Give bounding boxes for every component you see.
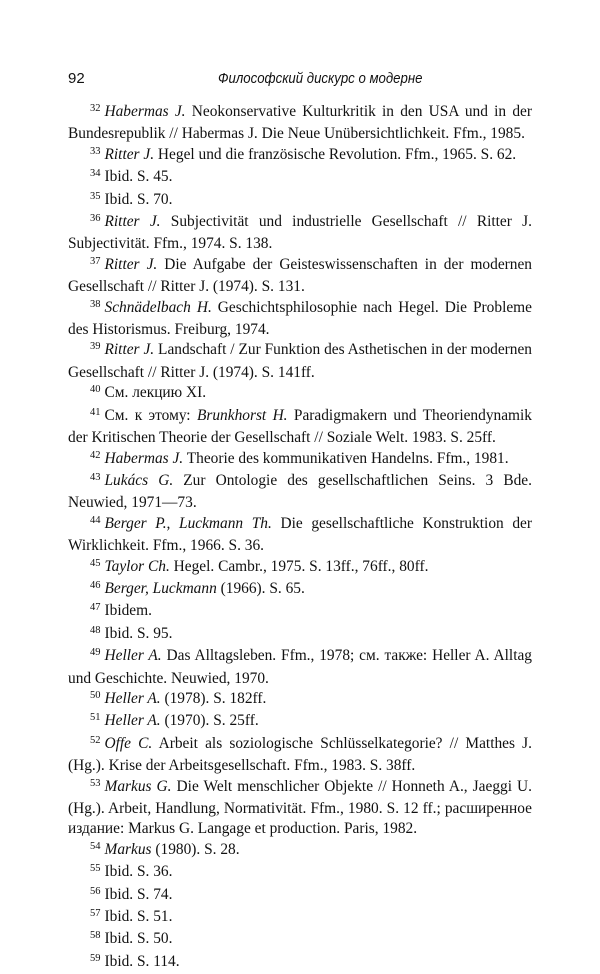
footnote-author: Heller A. [104,647,162,665]
footnote-number: 51 [90,712,101,724]
footnote [68,145,532,167]
footnote-number: 46 [90,579,101,591]
footnote [68,624,532,646]
footnote-text: Das Alltagsleben. Ffm., 1978; см. также: Heller A. Alltag und Geschichte. Neuwied, 1970. [68,647,533,687]
footnote-text: Arbeit als soziologische Schlüsselkategorie? // Matthes J. (Hg.). Krise der Arbeitsgesellschaft. Ffm., 1983. S. 38ff. [68,734,532,775]
footnote-text: Ibid. S. 114. [104,952,180,970]
footnote-number: 32 [90,103,101,114]
footnote-author: Ritter J. [104,213,161,231]
footnote-number: 45 [90,557,101,569]
footnote [68,514,532,557]
footnote [68,601,532,623]
footnote-text: Geschichtsphilosophie nach Hegel. Die Probleme des Historismus. Freiburg, 1974. [68,298,532,339]
footnote-text: Ibid. S. 74. [104,885,173,903]
footnote-number: 36 [90,213,101,225]
footnote-text: Zur Ontologie des gesellschaftlichen Seins. 3 Bde. Neuwied, 1971—73. [68,471,532,512]
footnote-text: Landschaft / Zur Funktion des Asthetischen in der modernen Gesellschaft // Ritter J. (1974). S. 141ff. [68,341,533,381]
footnote [68,840,532,862]
footnote-number: 49 [90,647,101,659]
footnote-number: 34 [90,168,101,180]
footnote-text: Ibid. S. 45. [104,168,173,186]
footnote-author: Offe C. [104,734,153,752]
footnote-number: 39 [90,341,101,353]
footnote [68,449,532,471]
footnote-number: 59 [90,952,101,964]
footnote [68,212,532,255]
footnote-author: Schnädelbach H. [104,298,212,316]
footnote-author: Ritter J. [104,145,155,163]
footnote-text: Theorie des kommunikativen Handelns. Ffm., 1981. [183,449,509,467]
footnote-text: Hegel und die französische Revolution. Ffm., 1965. S. 62. [154,145,517,163]
footnote-author: Berger P., Luckmann Th. [104,514,272,532]
footnote [68,102,532,145]
footnote-text: (1978). S. 182ff. [160,689,267,707]
footnote [68,862,532,884]
footnote-author: Berger, Luckmann [104,579,217,597]
footnote-number: 54 [90,840,101,852]
footnote [68,557,532,579]
footnote-author: Habermas J. [104,103,186,120]
footnote-number: 52 [90,734,101,746]
footnote-number: 42 [90,449,101,461]
footnote-prefix: См. к этому: [104,406,197,424]
footnote-number: 43 [90,471,101,483]
footnote [68,734,532,777]
footnote-text: Die Aufgabe der Geisteswissenschaften in der modernen Gesellschaft // Ritter J. (1974). S. 131. [68,255,532,296]
footnote [68,711,532,733]
footnote-text: Ibid. S. 95. [104,624,173,642]
footnote [68,298,532,341]
footnote-number: 56 [90,885,101,897]
footnote-number: 53 [90,777,101,789]
footnote-number: 35 [90,190,101,202]
footnote-text: Hegel. Cambr., 1975. S. 13ff., 76ff., 80ff. [169,557,429,575]
footnote-text: (1966). S. 65. [216,579,305,597]
footnote [68,885,532,907]
footnote [68,579,532,601]
footnotes-list [68,102,532,974]
footnote-text: Neokonservative Kulturkritik in den USA und in der Bundesrepublik // Habermas J. Die Neue Unübersichtlichkeit. Ffm., 1985. [68,103,532,143]
footnote-author: Markus G. [104,777,172,795]
footnote [68,471,532,514]
footnote-number: 41 [90,406,101,418]
footnote [68,907,532,929]
footnote-number: 38 [90,298,101,310]
footnote-text: Ibid. S. 70. [104,190,173,208]
footnote-text: Die gesellschaftliche Konstruktion der Wirklichkeit. Ffm., 1966. S. 36. [68,514,532,555]
footnote-author: Heller A. [104,712,161,730]
footnote-text: Ibid. S. 50. [104,930,173,948]
footnote-number: 48 [90,624,101,636]
footnote-text: См. лекцию XI. [104,384,207,402]
footnote [68,777,532,840]
footnote-number: 40 [90,384,101,396]
footnote-text: Ibidem. [104,602,152,620]
footnote [68,340,532,383]
footnote [68,952,532,974]
footnote-author: Taylor Ch. [104,557,170,575]
footnote-text: Paradigmakern und Theoriendynamik der Kritischen Theorie der Gesellschaft // Soziale Welt. 1983. S. 25ff. [68,406,532,447]
footnote [68,646,532,689]
footnote-author: Heller A. [104,689,161,707]
footnote-number: 57 [90,908,101,920]
footnote [68,383,532,405]
footnote-number: 37 [90,255,101,267]
page-header [68,70,532,94]
footnote-number: 44 [90,514,101,526]
footnote [68,689,532,711]
footnote-text: Die Welt menschlicher Objekte // Honneth A., Jaeggi U. (Hg.). Arbeit, Handlung, Normativität. Ffm., 1980. S. 12 ff.; расширенное издание: Markus G. Langage et production. Paris, 1982. [68,777,532,838]
footnote-text: (1980). S. 28. [151,840,240,858]
footnote-author: Ritter J. [104,341,155,359]
footnote-number: 33 [90,145,101,157]
footnote [68,406,532,449]
footnote-author: Brunkhorst H. [196,406,288,424]
footnote [68,929,532,951]
footnote-text: (1970). S. 25ff. [160,712,259,730]
footnote-number: 47 [90,602,101,614]
footnote [68,190,532,212]
footnote-author: Lukács G. [104,471,174,489]
footnote-number: 55 [90,863,101,875]
footnote-author: Habermas J. [104,449,184,467]
footnote [68,167,532,189]
footnote-number: 58 [90,930,101,942]
footnote-text: Ibid. S. 36. [104,863,173,881]
footnote-number: 50 [90,689,101,701]
footnote-author: Ritter J. [104,255,158,273]
footnote-text: Ibid. S. 51. [104,908,173,926]
running-title: Философский дискурс о модерне [218,70,423,87]
footnote-author: Markus [104,840,152,858]
page-number: 92 [68,70,85,87]
footnote-text: Subjectivität und industrielle Gesellschaft // Ritter J. Subjectivität. Ffm., 1974. S. 138. [68,213,532,253]
footnote [68,255,532,298]
